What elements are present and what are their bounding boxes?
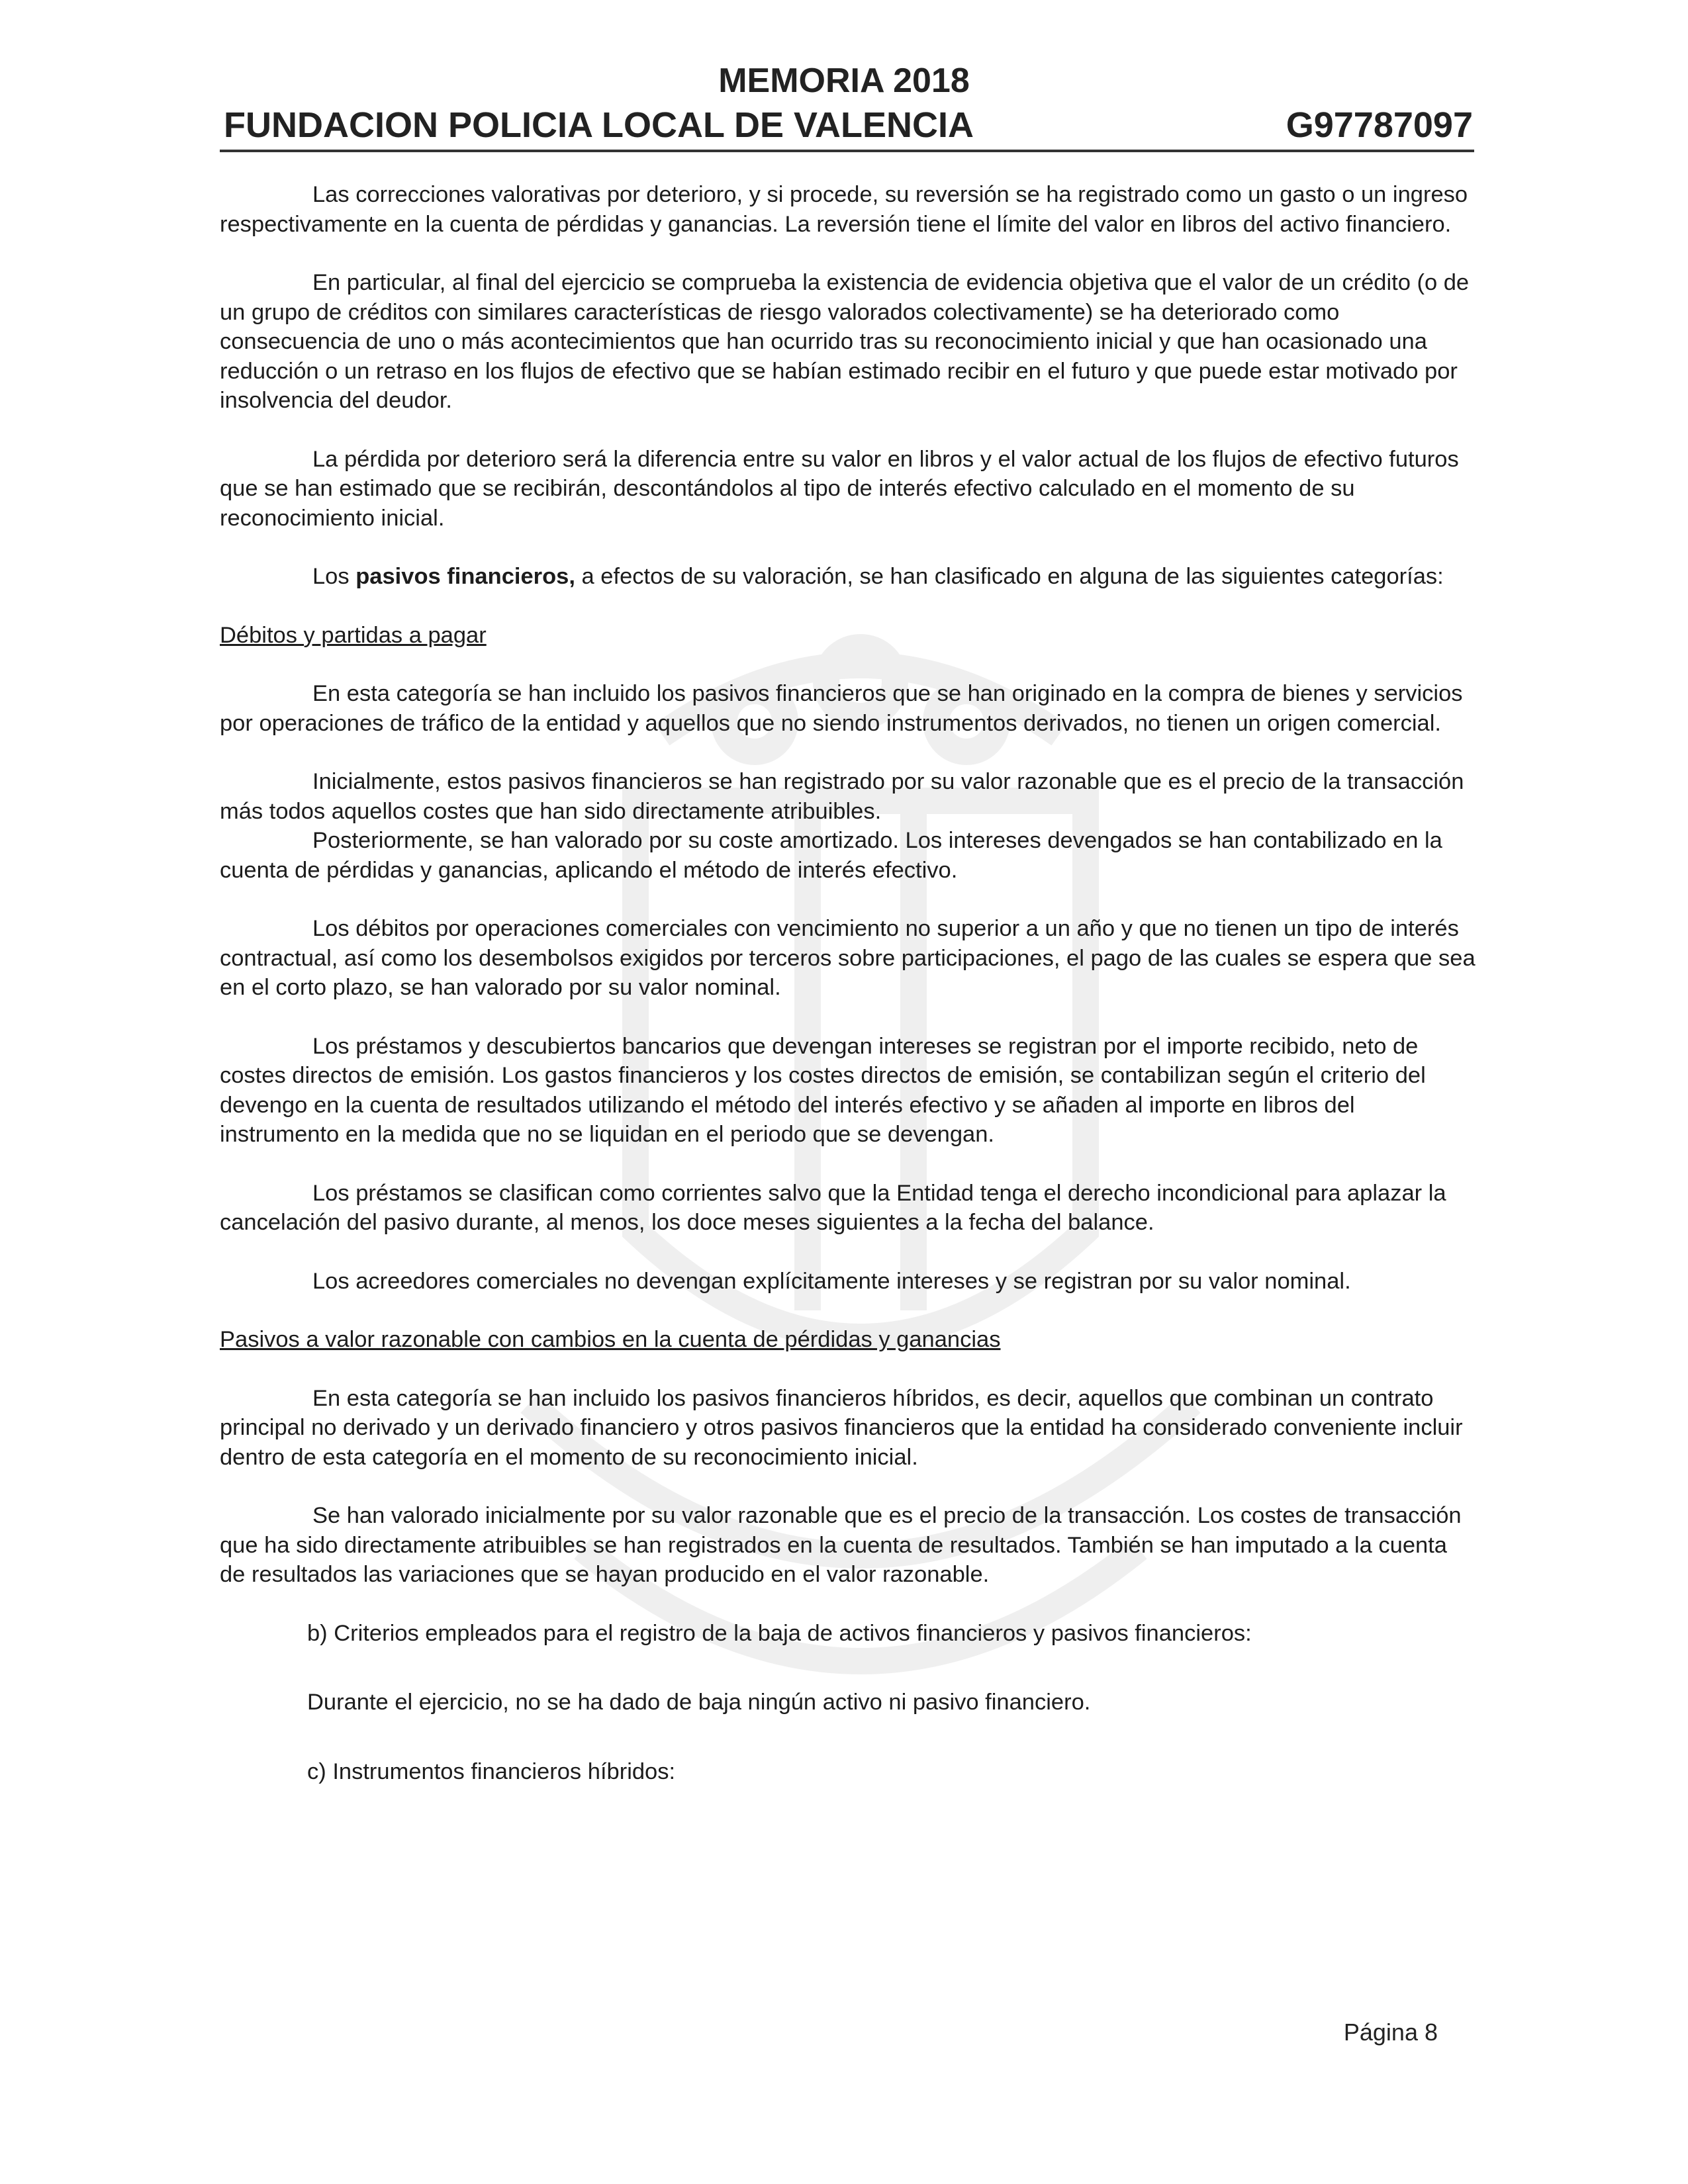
tax-id-code: G97787097 [1286, 105, 1473, 145]
text-segment: a efectos de su valoración, se han clasificado en alguna de las siguientes categorías: [575, 564, 1444, 589]
page-number: Página 8 [1343, 2019, 1438, 2046]
item-b-criterios-baja: b) Criterios empleados para el registro de la baja de activos financieros y pasivos financieros: [307, 1620, 1252, 1646]
document-title: MEMORIA 2018 [718, 62, 970, 100]
header-divider [220, 150, 1474, 152]
paragraph-pasivos-financieros [220, 562, 1477, 592]
text-segment: Los [312, 564, 356, 589]
document-body [220, 180, 1477, 1826]
paragraph-pasivos-hibridos: En esta categoría se han incluido los pasivos financieros híbridos, es decir, aquellos que combinan un contrato principal no derivado y un derivado financiero y otros pasivos financieros que la entidad ha considerado conveniente incluir dentro de esta categoría en el momento de su reconocimiento inicial. [220, 1385, 1463, 1470]
paragraph-acreedores-comerciales: Los acreedores comerciales no devengan explícitamente intereses y se registran por su valor nominal. [312, 1268, 1351, 1294]
paragraph-perdida-deterioro: La pérdida por deterioro será la diferencia entre su valor en libros y el valor actual de los flujos de efectivo futuros que se han estimado que se recibirán, descontándolos al tipo de interés efectivo calculado en el momento de su reconocimiento inicial. [220, 446, 1459, 531]
paragraph-prestamos-descubiertos: Los préstamos y descubiertos bancarios que devengan intereses se registran por el importe recibido, neto de costes directos de emisión. Los gastos financieros y los costes directos de emisión, se contabilizan según el criterio del devengo en la cuenta de resultados utilizando el método del interés efectivo y se añaden al importe en libros del instrumento en la medida que no se liquidan en el periodo que se devengan. [220, 1033, 1426, 1147]
paragraph-deterioro-reversion: Las correcciones valorativas por deterioro, y si procede, su reversión se ha registrado como un gasto o un ingreso respectivamente en la cuenta de pérdidas y ganancias. La reversión tiene el límite del valor en libros del activo financiero. [220, 182, 1468, 237]
bold-term: pasivos financieros, [355, 564, 575, 589]
paragraph-evidencia-objetiva: En particular, al final del ejercicio se comprueba la existencia de evidencia objetiva que el valor de un crédito (o de un grupo de créditos con similares características de riesgo valorados colectivamente) se ha deteriorado como consecuencia de uno o más acontecimientos que han ocurrido tras su reconocimiento inicial y que han ocasionado una reducción o un retraso en los flujos de efectivo que se habían estimado recibir en el futuro y que puede estar motivado por insolvencia del deudor. [220, 270, 1470, 413]
item-c-instrumentos-hibridos: c) Instrumentos financieros híbridos: [307, 1758, 676, 1784]
section-heading-debitos: Débitos y partidas a pagar [220, 622, 487, 648]
organization-name: FUNDACION POLICIA LOCAL DE VALENCIA [224, 105, 974, 145]
paragraph-posteriormente: Posteriormente, se han valorado por su coste amortizado. Los intereses devengados se han contabilizado en la cuenta de pérdidas y ganancias, aplicando el método de interés efectivo. [220, 828, 1442, 883]
paragraph-prestamos-corrientes: Los préstamos se clasifican como corrientes salvo que la Entidad tenga el derecho incondicional para aplazar la cancelación del pasivo durante, al menos, los doce meses siguientes a la fecha del balance. [220, 1180, 1446, 1235]
item-b-text: Durante el ejercicio, no se ha dado de baja ningún activo ni pasivo financiero. [307, 1690, 1091, 1715]
paragraph-debitos-comerciales: Los débitos por operaciones comerciales con vencimiento no superior a un año y que no tienen un tipo de interés contractual, así como los desembolsos exigidos por terceros sobre participaciones, el pago de las cuales se espera que sea en el corto plazo, se han valorado por su valor nominal. [220, 916, 1476, 1000]
section-heading-pasivos-valor-razonable: Pasivos a valor razonable con cambios en la cuenta de pérdidas y ganancias [220, 1327, 1001, 1352]
paragraph-inicialmente: Inicialmente, estos pasivos financieros se han registrado por su valor razonable que es el precio de la transacción más todos aquellos costes que han sido directamente atribuibles. [220, 769, 1464, 824]
paragraph-valoracion-inicial: Se han valorado inicialmente por su valor razonable que es el precio de la transacción. Los costes de transacción que ha sido directamente atribuibles se han registrados en la cuenta de resultados. También se han imputado a la cuenta de resultados las variaciones que se hayan producido en el valor razonable. [220, 1503, 1462, 1587]
paragraph-debitos-categoria: En esta categoría se han incluido los pasivos financieros que se han originado en la compra de bienes y servicios por operaciones de tráfico de la entidad y aquellos que no siendo instrumentos derivados, no tienen un origen comercial. [220, 681, 1463, 736]
